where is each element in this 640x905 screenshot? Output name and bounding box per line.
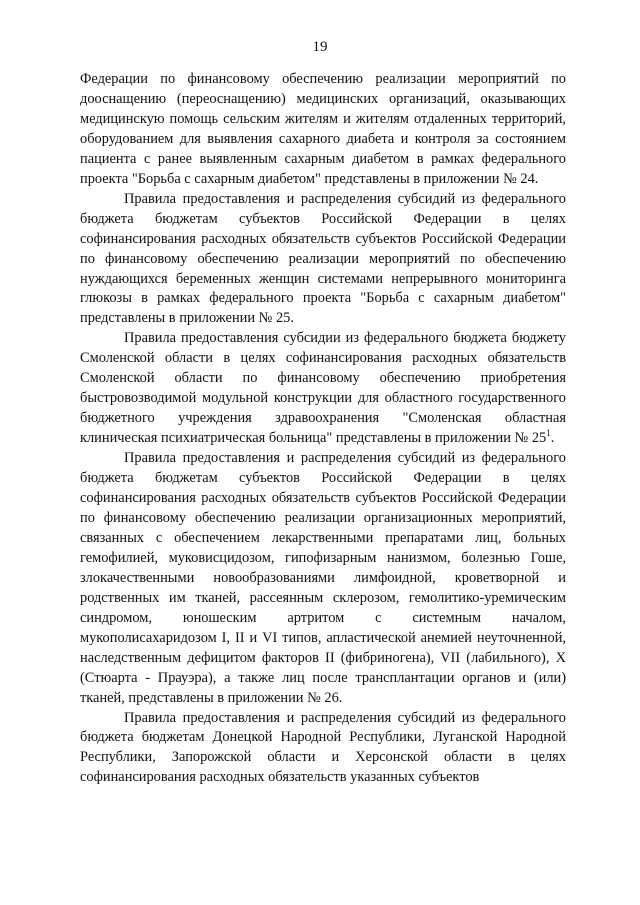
page-number: 19: [312, 39, 328, 55]
footnote-superscript: 1: [546, 428, 551, 439]
document-body: [80, 70, 566, 788]
paragraph-tail: .: [550, 430, 555, 447]
paragraph-subsidy-rules-new-regions: Правила предоставления и распределения субсидий из федерального бюджета бюджетам Донецкой Народной Республики, Луганской Народной Республики, Запорожской области и Херсонской области в целях софинансирования расходных обязательств указанных субъектов: [80, 709, 566, 786]
paragraph-subsidy-rules-25-1: [80, 329, 566, 449]
paragraph-subsidy-rules-26: Правила предоставления и распределения субсидий из федерального бюджета бюджетам субъектов Российской Федерации в целях софинансирования расходных обязательств субъектов Российской Федерации по финансовому обеспечению реализации организационных мероприятий, связанных с обеспечением лекарственными препаратами лиц, больных гемофилией, муковисцидозом, гипофизарным нанизмом, болезнью Гоше, злокачественными новообразованиями лимфоидной, кроветворной и родственных им тканей, рассеянным склерозом, гемолитико-уремическим синдромом, юношеским артритом с системным началом, мукополисахаридозом I, II и VI типов, апластической анемией неуточненной, наследственным дефицитом факторов II (фибриногена), VII (лабильного), X (Стюарта - Прауэра), а также лиц после трансплантации органов и (или) тканей, представлены в приложении № 26.: [80, 450, 566, 706]
paragraph-subsidy-rules-25: Правила предоставления и распределения субсидий из федерального бюджета бюджетам субъектов Российской Федерации в целях софинансирования расходных обязательств субъектов Российской Федерации по финансовому обеспечению реализации мероприятий по обеспечению нуждающихся беременных женщин системами непрерывного мониторинга глюкозы в рамках федерального проекта "Борьба с сахарным диабетом" представлены в приложении № 25.: [80, 190, 566, 327]
paragraph-text: Правила предоставления субсидии из федерального бюджета бюджету Смоленской области в целях софинансирования расходных обязательств Смоленской области по финансовому обеспечению приобретения быстровозводимой модульной конструкции для областного государственного бюджетного учреждения здравоохранения "Смоленская областная клиническая психиатрическая больница" представлены в приложении № 25: [80, 330, 566, 447]
paragraph-continuation: Федерации по финансовому обеспечению реализации мероприятий по дооснащению (переоснащению) медицинских организаций, оказывающих медицинскую помощь сельским жителям и жителям отдаленных территорий, оборудованием для выявления сахарного диабета и контроля за состоянием пациента с ранее выявленным сахарным диабетом в рамках федерального проекта "Борьба с сахарным диабетом" представлены в приложении № 24.: [80, 71, 566, 187]
